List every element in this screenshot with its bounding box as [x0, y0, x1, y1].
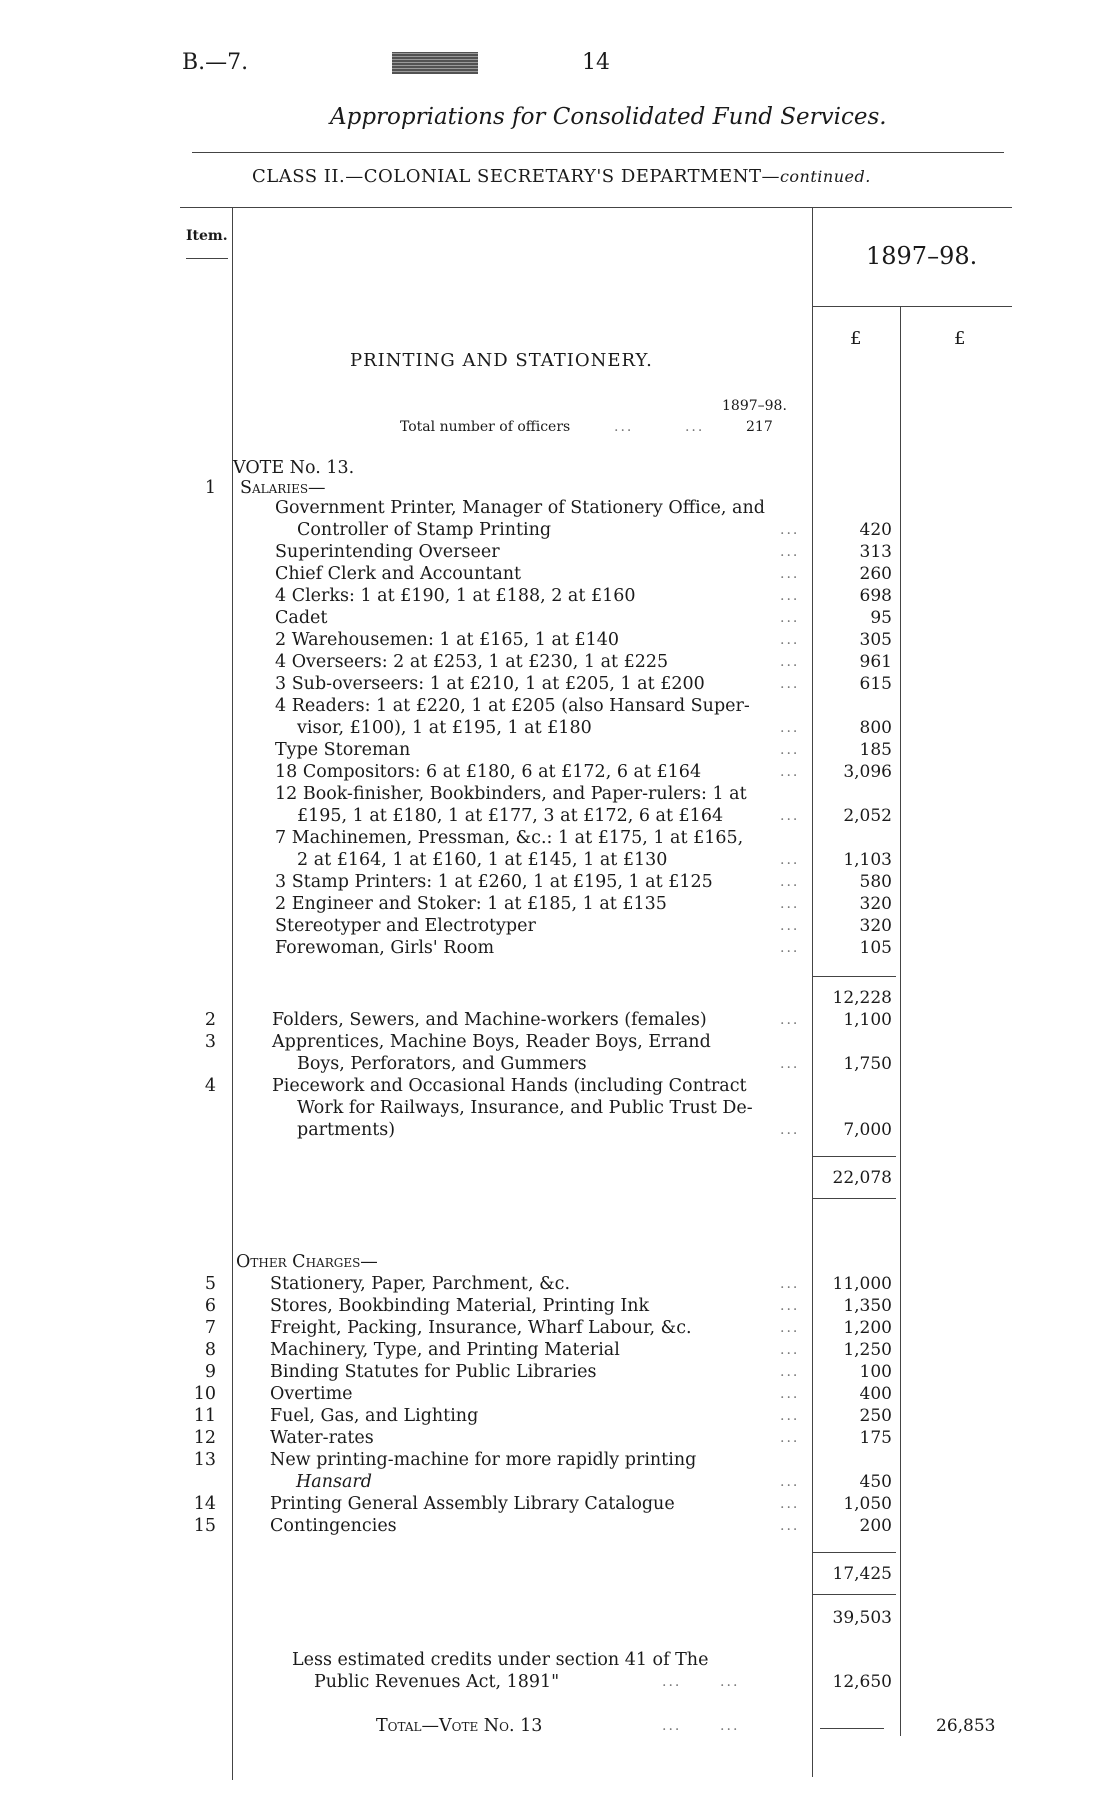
item-number: 7: [204, 1318, 216, 1338]
charge-amount: 100: [859, 1362, 892, 1382]
salary-amount: 313: [859, 542, 892, 562]
salary-amount: 320: [859, 894, 892, 914]
salary-line: £195, 1 at £180, 1 at £177, 3 at £172, 6 at £164: [297, 806, 724, 826]
charge-line: Freight, Packing, Insurance, Wharf Labour, &c.: [270, 1318, 692, 1338]
salary-line: Cadet: [275, 608, 328, 628]
charge-amount: 200: [859, 1516, 892, 1536]
charge-line: Printing General Assembly Library Catalogue: [270, 1494, 675, 1514]
wage-line: Folders, Sewers, and Machine-workers (females): [272, 1010, 707, 1030]
item-column-header: Item.: [186, 228, 228, 244]
leader-dots: ...: [780, 1430, 800, 1446]
officers-label: Total number of officers: [400, 419, 571, 435]
leader-dots: ...: [780, 610, 800, 626]
wage-line: partments): [297, 1120, 396, 1140]
page-number: 14: [582, 50, 610, 75]
total-one-rule-bottom: [812, 1198, 896, 1199]
charge-amount: 1,350: [843, 1296, 892, 1316]
item-number: 3: [204, 1032, 216, 1052]
page-title: Appropriations for Consolidated Fund Services.: [330, 104, 887, 130]
leader-dots: ...: [780, 896, 800, 912]
charge-line: New printing-machine for more rapidly printing: [270, 1450, 697, 1470]
salary-amount: 305: [859, 630, 892, 650]
leader-dots: ...: [780, 940, 800, 956]
leader-dots: ... ...: [662, 1718, 740, 1734]
charge-amount: 250: [859, 1406, 892, 1426]
item-number: 14: [193, 1494, 216, 1514]
leader-dots: ...: [780, 676, 800, 692]
wage-amount: 7,000: [843, 1120, 892, 1140]
total-vote-amount: 26,853: [936, 1716, 996, 1736]
leader-dots: ...: [780, 764, 800, 780]
leader-dots: ...: [780, 1012, 800, 1028]
leader-dots: ...: [780, 632, 800, 648]
salary-amount: 800: [859, 718, 892, 738]
charge-amount: 175: [859, 1428, 892, 1448]
pound-sign-left: £: [850, 328, 862, 349]
gross-total-rule: [812, 1594, 896, 1595]
salary-line: 4 Overseers: 2 at £253, 1 at £230, 1 at £225: [275, 652, 669, 672]
leader-dots: ...: [780, 808, 800, 824]
item-number: 10: [193, 1384, 216, 1404]
charge-line: Water-rates: [270, 1428, 374, 1448]
salary-amount: 698: [859, 586, 892, 606]
credits-line-1: Less estimated credits under section 41 of The: [292, 1650, 709, 1670]
salary-line: 3 Stamp Printers: 1 at £260, 1 at £195, 1 at £125: [275, 872, 713, 892]
wage-amount: 1,100: [843, 1010, 892, 1030]
salary-line: Government Printer, Manager of Stationery Office, and: [275, 498, 765, 518]
charge-amount: 11,000: [832, 1274, 892, 1294]
leader-dots: ...: [780, 1496, 800, 1512]
salaries-wages-total: 22,078: [832, 1168, 892, 1188]
item-number: 1: [204, 478, 216, 498]
stamp-mark: [392, 52, 478, 74]
charge-line: Machinery, Type, and Printing Material: [270, 1340, 620, 1360]
charge-amount: 1,200: [843, 1318, 892, 1338]
salary-amount: 2,052: [843, 806, 892, 826]
charge-amount: 450: [859, 1472, 892, 1492]
salary-amount: 1,103: [843, 850, 892, 870]
leader-dots: ...: [780, 1518, 800, 1534]
leader-dots: ...: [780, 1386, 800, 1402]
gross-total: 39,503: [832, 1608, 892, 1628]
pound-sign-right: £: [954, 328, 966, 349]
charge-line: Stationery, Paper, Parchment, &c.: [270, 1274, 571, 1294]
salary-line: Controller of Stamp Printing: [297, 520, 552, 540]
item-number: 6: [204, 1296, 216, 1316]
credits-amount: 12,650: [832, 1672, 892, 1692]
salary-amount: 185: [859, 740, 892, 760]
title-rule: [192, 152, 1004, 153]
other-charges-heading: Other Charges—: [236, 1252, 378, 1272]
wage-line: Boys, Perforators, and Gummers: [297, 1054, 587, 1074]
salary-line: Forewoman, Girls' Room: [275, 938, 495, 958]
section-title: PRINTING AND STATIONERY.: [350, 350, 653, 371]
item-number: 9: [204, 1362, 216, 1382]
wage-line: Apprentices, Machine Boys, Reader Boys, Errand: [272, 1032, 711, 1052]
salary-line: 12 Book-finisher, Bookbinders, and Paper-rulers: 1 at: [275, 784, 747, 804]
salary-line: 2 Engineer and Stoker: 1 at £185, 1 at £135: [275, 894, 667, 914]
salary-line: 4 Clerks: 1 at £190, 1 at £188, 2 at £160: [275, 586, 636, 606]
salary-amount: 961: [859, 652, 892, 672]
leader-dots: ...: [780, 874, 800, 890]
leader-dots: ...: [780, 1408, 800, 1424]
item-column-rule: [232, 207, 233, 1780]
salary-line: Superintending Overseer: [275, 542, 500, 562]
item-number: 4: [204, 1076, 216, 1096]
item-number: 13: [193, 1450, 216, 1470]
salary-amount: 95: [870, 608, 892, 628]
salary-line: Chief Clerk and Accountant: [275, 564, 522, 584]
leader-dots: ...: [780, 1364, 800, 1380]
wage-amount: 1,750: [843, 1054, 892, 1074]
table-top-rule: [180, 207, 1012, 208]
year-column-header: 1897–98.: [866, 242, 978, 270]
total-vote-label: Total—Vote No. 13: [376, 1716, 543, 1736]
salary-line: 18 Compositors: 6 at £180, 6 at £172, 6 at £164: [275, 762, 702, 782]
other-charges-subtotal: 17,425: [832, 1564, 892, 1584]
leader-dots: ...: [780, 588, 800, 604]
charge-line: Fuel, Gas, and Lighting: [270, 1406, 479, 1426]
leader-dots: ...: [780, 1298, 800, 1314]
item-underline: [186, 258, 228, 259]
subtotal-rule: [812, 976, 896, 977]
officers-count: 217: [746, 419, 773, 435]
charge-line: Overtime: [270, 1384, 353, 1404]
total-dash: [820, 1728, 884, 1729]
salary-line: 3 Sub-overseers: 1 at £210, 1 at £205, 1 at £200: [275, 674, 705, 694]
credits-line-2: Public Revenues Act, 1891": [314, 1672, 560, 1692]
salary-line: 7 Machinemen, Pressman, &c.: 1 at £175, 1 at £165,: [275, 828, 744, 848]
salary-amount: 580: [859, 872, 892, 892]
charge-line: Binding Statutes for Public Libraries: [270, 1362, 597, 1382]
leader-dots: ...: [780, 1320, 800, 1336]
class-heading: CLASS II.—COLONIAL SECRETARY'S DEPARTMENT—continued.: [252, 166, 871, 187]
year-underline: [812, 306, 1012, 307]
total-one-rule-top: [812, 1156, 896, 1157]
salary-line: 2 Warehousemen: 1 at £165, 1 at £140: [275, 630, 620, 650]
salary-line: 4 Readers: 1 at £220, 1 at £205 (also Hansard Super-: [275, 696, 750, 716]
leader-dots: ...: [780, 852, 800, 868]
leader-dots: ...: [780, 544, 800, 560]
leader-dots: ...: [780, 918, 800, 934]
salary-line: 2 at £164, 1 at £160, 1 at £145, 1 at £130: [297, 850, 668, 870]
salary-amount: 105: [859, 938, 892, 958]
salaries-heading: Salaries—: [240, 478, 326, 498]
vote-heading: VOTE No. 13.: [233, 458, 355, 478]
salary-line: Stereotyper and Electrotyper: [275, 916, 536, 936]
charge-amount: 400: [859, 1384, 892, 1404]
salary-amount: 615: [859, 674, 892, 694]
item-number: 2: [204, 1010, 216, 1030]
amount-column-rule-right: [900, 306, 901, 1736]
charge-line: Stores, Bookbinding Material, Printing Ink: [270, 1296, 650, 1316]
charge-line: Hansard: [296, 1472, 372, 1492]
leader-dots: ...: [780, 1276, 800, 1292]
charge-amount: 1,050: [843, 1494, 892, 1514]
leader-dots: ... ...: [662, 1674, 740, 1690]
leader-dots: ...: [780, 742, 800, 758]
item-number: 8: [204, 1340, 216, 1360]
leader-dots: ...: [780, 654, 800, 670]
wage-line: Piecework and Occasional Hands (including Contract: [272, 1076, 747, 1096]
charge-line: Contingencies: [270, 1516, 397, 1536]
charge-amount: 1,250: [843, 1340, 892, 1360]
leader-dots: ...: [780, 566, 800, 582]
wage-line: Work for Railways, Insurance, and Public Trust De-: [297, 1098, 753, 1118]
document-reference: B.—7.: [182, 50, 249, 75]
item-number: 15: [193, 1516, 216, 1536]
leader-dots: ... ...: [614, 419, 705, 435]
item-number: 12: [193, 1428, 216, 1448]
leader-dots: ...: [780, 1056, 800, 1072]
salary-amount: 320: [859, 916, 892, 936]
other-subtotal-rule: [812, 1552, 896, 1553]
leader-dots: ...: [780, 1122, 800, 1138]
leader-dots: ...: [780, 1342, 800, 1358]
leader-dots: ...: [780, 720, 800, 736]
leader-dots: ...: [780, 1474, 800, 1490]
salaries-subtotal: 12,228: [832, 988, 892, 1008]
salary-amount: 3,096: [843, 762, 892, 782]
item-number: 5: [204, 1274, 216, 1294]
officers-year: 1897–98.: [722, 398, 787, 414]
salary-amount: 420: [859, 520, 892, 540]
leader-dots: ...: [780, 522, 800, 538]
amount-column-rule-left: [812, 207, 813, 1777]
salary-line: Type Storeman: [275, 740, 411, 760]
salary-line: visor, £100), 1 at £195, 1 at £180: [297, 718, 592, 738]
item-number: 11: [193, 1406, 216, 1426]
salary-amount: 260: [859, 564, 892, 584]
